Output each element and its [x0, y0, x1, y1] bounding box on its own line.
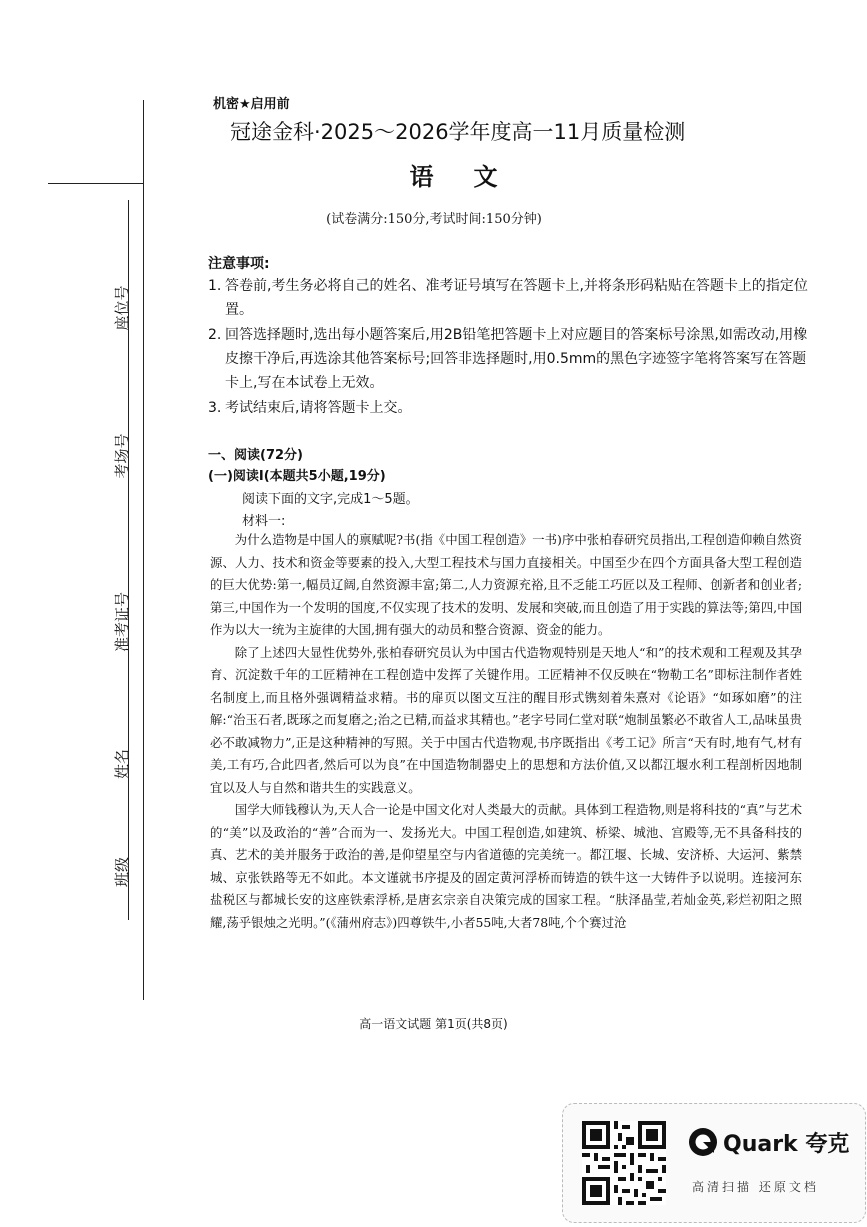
notice-item: 2. 回答选择题时,选出每小题答案后,用2B铅笔把答题卡上对应题目的答案标号涂黑,如需改动,用橡皮擦干净后,再选涂其他答案标号;回答非选择题时,用0.5mm的黑色字迹签字笔将答案写在答题卡上,写在本试卷上无效。 — [208, 327, 808, 391]
class-label: 班级 — [113, 857, 131, 888]
reading-instruction: 阅读下面的文字,完成1～5题。 — [242, 492, 419, 507]
binding-line-outer — [143, 100, 144, 1000]
notice-list — [208, 274, 808, 421]
notice-item: 3. 考试结束后,请将答题卡上交。 — [208, 400, 412, 416]
passage-paragraph: 为什么造物是中国人的禀赋呢?书(指《中国工程创造》一书)序中张柏春研究员指出,工程创造仰赖自然资源、人力、技术和资金等要素的投入,大型工程技术与国力直接相关。中国至少在四个方面具备大型工程创造的巨大优势:第一,幅员辽阔,自然资源丰富;第二,人力资源充裕,且不乏能工巧匠以及工程师、创新者和创业者;第三,中国作为一个发明的国度,不仅实现了技术的发明、发展和突破,而且创造了用于实践的算法等;第四,中国作为以大一统为主旋律的大国,拥有强大的动员和整合资源、资金的能力。 — [210, 532, 802, 637]
quark-logo-icon — [687, 1126, 719, 1158]
exam-info: (试卷满分:150分,考试时间:150分钟) — [326, 212, 542, 227]
confidential-mark: 机密★启用前 — [213, 97, 290, 112]
material-label: 材料一: — [242, 514, 286, 529]
passage-paragraph: 国学大师钱穆认为,天人合一论是中国文化对人类最大的贡献。具体到工程造物,则是将科技的“真”与艺术的“美”以及政治的“善”合而为一、发扬光大。中国工程创造,如建筑、桥梁、城池、宫殿等,无不具备科技的真、艺术的美并服务于政治的善,是仰望星空与内省道德的完美统一。都江堰、长城、安济桥、大运河、紫禁城、京张铁路等无不如此。本文谨就书序提及的固定黄河浮桥而铸造的铁牛这一大铸件予以说明。连接河东盐税区与都城长安的这座铁索浮桥,是唐玄宗亲自决策完成的国家工程。“肤泽晶莹,若灿金英,彩烂初阳之照耀,荡乎银烛之光明。”(《蒲州府志》)四尊铁牛,小者55吨,大者78吨,个个赛过沧 — [210, 802, 802, 930]
subject-title: 语文 — [409, 163, 538, 191]
seat-number-label: 座位号 — [113, 285, 131, 331]
watermark-brand: Quark 夸克 — [723, 1132, 850, 1157]
subsection-title: (一)阅读Ⅰ(本题共5小题,19分) — [208, 469, 386, 484]
passage-paragraph: 除了上述四大显性优势外,张柏春研究员认为中国古代造物观特别是天地人“和”的技术观和工程观及其孕育、沉淀数千年的工匠精神在工程创造中发挥了关键作用。工匠精神不仅反映在“物勒工名”即标注制作者姓名制度上,而且格外强调精益求精。书的扉页以图文互注的醒目形式镌刻着朱熹对《论语》“如琢如磨”的注解:“治玉石者,既琢之而复磨之;治之已精,而益求其精也。”老字号同仁堂对联“炮制虽繁必不敢省人工,品味虽贵必不敢减物力”,正是这种精神的写照。关于中国古代造物观,书序既指出《考工记》所言“天有时,地有气,材有美,工有巧,合此四者,然后可以为良”在中国造物制器史上的思想和方法价值,又以都江堰水利工程剖析因地制宜以及人与自然和谐共生的实践意义。 — [210, 644, 802, 795]
name-label: 姓名 — [113, 749, 131, 780]
watermark-tagline: 高清扫描 还原文档 — [692, 1180, 819, 1194]
notice-heading: 注意事项: — [208, 256, 270, 272]
page-footer: 高一语文试题 第1页(共8页) — [359, 1017, 508, 1031]
reading-passage — [210, 529, 802, 934]
notice-item: 1. 答卷前,考生务必将自己的姓名、准考证号填写在答题卡上,并将条形码粘贴在答题卡上的指定位置。 — [208, 278, 808, 318]
admission-number-label: 准考证号 — [113, 591, 131, 652]
section-title: 一、阅读(72分) — [208, 448, 303, 463]
exam-room-label: 考场号 — [113, 433, 131, 479]
qr-code-icon — [582, 1121, 666, 1205]
exam-title: 冠途金科·2025～2026学年度高一11月质量检测 — [230, 120, 686, 144]
